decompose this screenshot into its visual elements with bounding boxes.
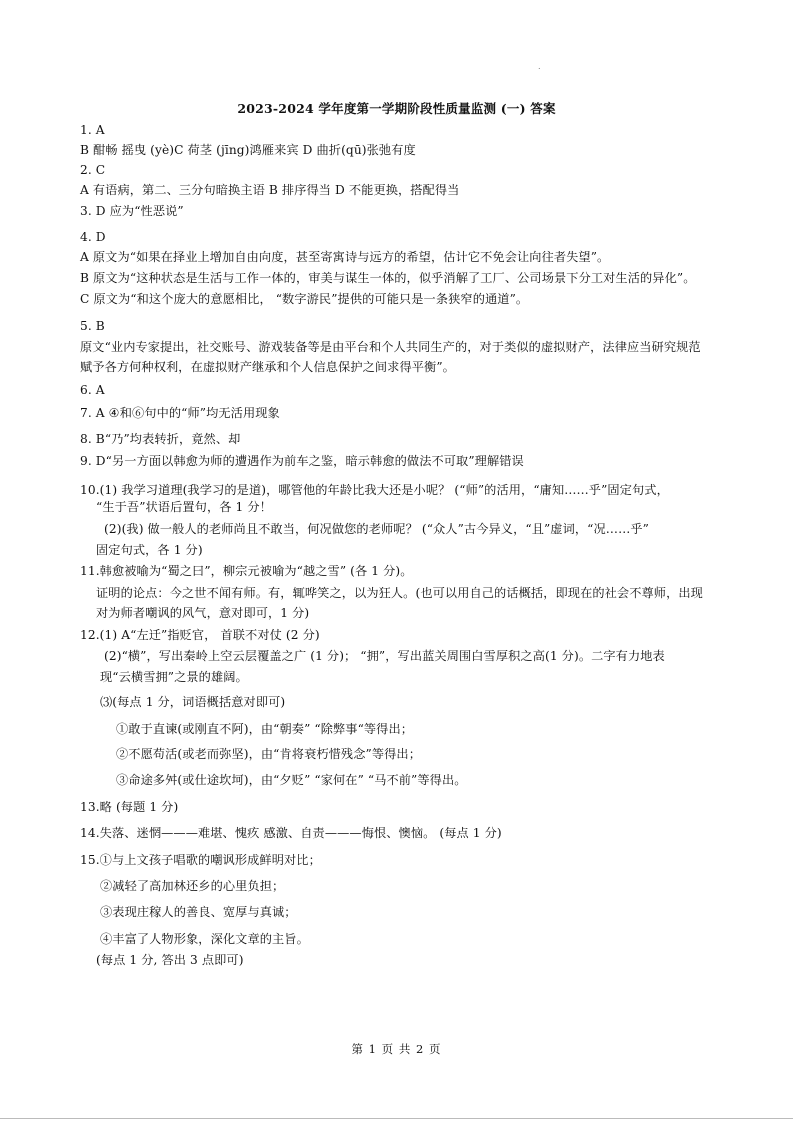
answer-line: 10.(1) 我学习道理(我学习的是道)，哪管他的年龄比我大还是小呢？ (“师”的活用，“庸知……乎”固定句式， xyxy=(80,483,669,497)
answer-line: 15.①与上文孩子唱歌的嘲讽形成鲜明对比； xyxy=(80,853,321,867)
answer-line: “生于吾”状语后置句，各 1 分！ xyxy=(96,500,272,514)
answer-line: (每点 1 分, 答出 3 点即可) xyxy=(96,953,244,967)
answer-line: 对为师者嘲讽的风气，意对即可，1 分) xyxy=(96,606,310,620)
answer-line: 8. B“乃”均表转折，竟然、却 xyxy=(80,432,241,446)
answer-line: 3. D 应为“性恶说” xyxy=(80,204,184,218)
answer-line: 13.略 (每题 1 分) xyxy=(80,800,179,814)
bottom-rule xyxy=(0,1118,793,1119)
answer-line: A 原文为“如果在择业上增加自由向度，甚至寄寓诗与远方的希望，估计它不免会让向往者失望”。 xyxy=(80,250,610,264)
answer-line: 原文“业内专家提出，社交账号、游戏装备等是由平台和个人共同生产的，对于类似的虚拟财产，法律应当研究规范 xyxy=(80,340,701,354)
answer-line: ③表现庄稼人的善良、宽厚与真诚； xyxy=(100,905,297,919)
answer-line: ①敢于直谏(或刚直不阿)，由“朝奏” “除弊事“等得出； xyxy=(116,722,414,736)
answer-line: 赋予各方何种权利，在虚拟财产继承和个人信息保护之间求得平衡”。 xyxy=(80,360,455,374)
answer-line: (2)(我) 做一般人的老师尚且不敢当，何况做您的老师呢？ (“众人”古今异义，“且”虚词，“况……乎” xyxy=(104,522,649,536)
answer-line: 证明的论点：今之世不闻有师。有，辄哗笑之，以为狂人。(也可以用自己的话概括，即现在的社会不尊师，出现 xyxy=(96,586,703,600)
top-mark: . xyxy=(538,62,541,71)
answer-line: 9. D“另一方面以韩愈为师的遭遇作为前车之鉴，暗示韩愈的做法不可取”理解错误 xyxy=(80,454,524,468)
page-footer: 第 1 页 共 2 页 xyxy=(351,1042,442,1056)
answer-line: 现“云横雪拥”之景的雄阔。 xyxy=(100,670,248,684)
answer-line: 4. D xyxy=(80,230,106,244)
answer-line: ②减轻了高加林还乡的心里负担； xyxy=(100,879,285,893)
answer-line: ⑶(每点 1 分，词语概括意对即可) xyxy=(100,695,286,709)
answer-line: 14.失落、迷惘———难堪、愧疚 感激、自责———悔恨、懊恼。 (每点 1 分) xyxy=(80,826,502,840)
answer-line: 12.(1) A“左迁”指贬官， 首联不对仗 (2 分) xyxy=(80,628,320,642)
answer-line: A 有语病，第二、三分句暗换主语 B 排序得当 D 不能更换，搭配得当 xyxy=(80,183,460,197)
answer-line: B 原文为“这种状态是生活与工作一体的，审美与谋生一体的，似乎消解了工厂、公司场景下分工对生活的异化”。 xyxy=(80,271,696,285)
answer-line: ②不愿苟活(或老而弥坚)，由“肯将衰朽惜残念”等得出； xyxy=(116,747,421,761)
answer-line: 7. A ④和⑥句中的“师”均无活用现象 xyxy=(80,406,280,420)
answer-line: 2. C xyxy=(80,163,106,177)
answer-line: 11.韩愈被喻为“蜀之曰”，柳宗元被喻为“越之雪” (各 1 分)。 xyxy=(80,564,413,578)
answer-line: C 原文为“和这个庞大的意愿相比， “数字游民”提供的可能只是一条狭窄的通道”。 xyxy=(80,292,529,306)
answer-line: ③命途多舛(或仕途坎坷)，由“夕贬” “家何在” “马不前”等得出。 xyxy=(116,773,467,787)
answer-line: ④丰富了人物形象，深化文章的主旨。 xyxy=(100,932,309,946)
answer-line: 固定句式，各 1 分) xyxy=(96,543,203,557)
answer-line: 6. A xyxy=(80,383,105,397)
document-title: 2023-2024 学年度第一学期阶段性质量监测 (一) 答案 xyxy=(237,101,556,116)
answer-line: 1. A xyxy=(80,123,105,137)
answer-line: (2)“横”，写出秦岭上空云层覆盖之广 (1 分)； “拥”，写出蓝关周围白雪厚积之高(1 分)。二字有力地表 xyxy=(104,649,665,663)
answer-line: B 酣畅 摇曳 (yè)C 荷茎 (jīng)鸿雁来宾 D 曲折(qū)张弛有度 xyxy=(80,143,416,157)
answer-line: 5. B xyxy=(80,319,105,333)
